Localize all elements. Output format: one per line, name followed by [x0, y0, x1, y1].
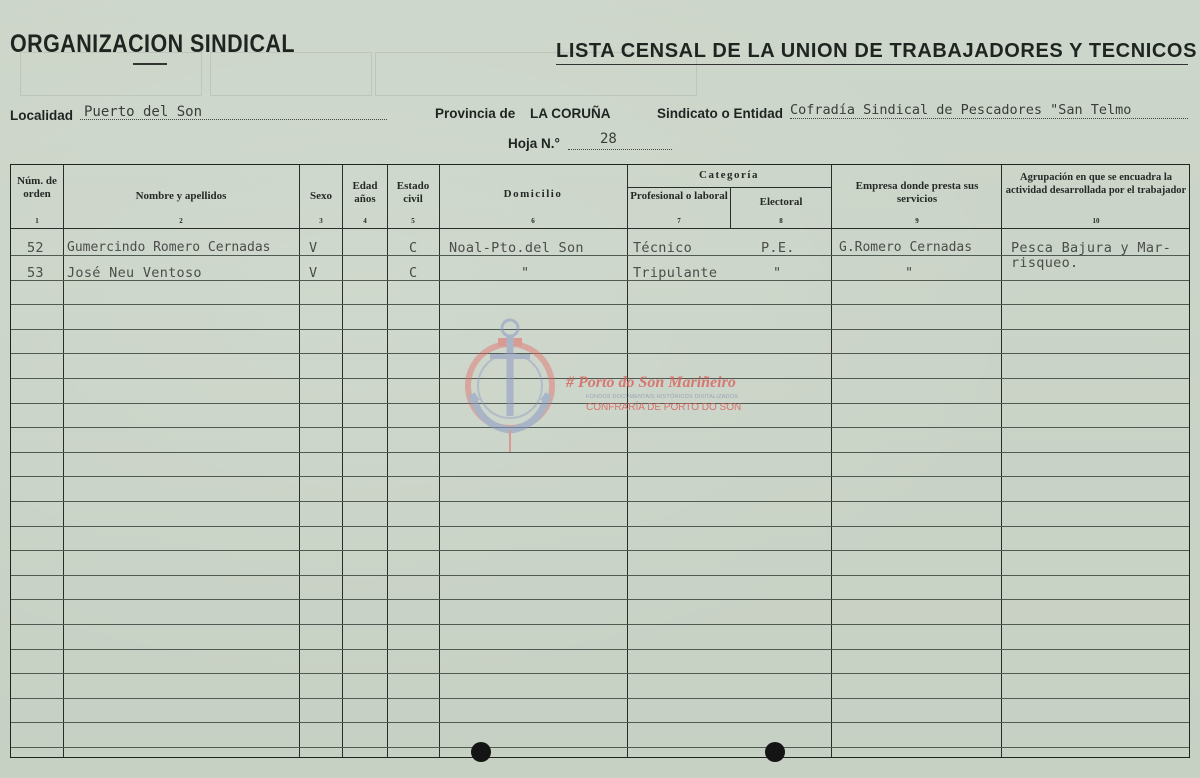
header-estado-number: 5: [411, 217, 415, 225]
row-52-agrupacion: Pesca Bajura y Mar-: [1011, 240, 1172, 256]
hoja-label: Hoja N.°: [508, 136, 560, 151]
header-electoral: Electoral: [759, 196, 803, 208]
row-53-profesional: Tripulante: [633, 265, 718, 281]
sindicato-label: Sindicato o Entidad: [657, 106, 784, 121]
column-divider: [63, 165, 64, 757]
header-agrupacion: Agrupación en que se encuadra la actividad desarrollada por el trabajador: [1005, 172, 1187, 196]
row-53-nombre: José Neu Ventoso: [67, 265, 202, 281]
header-nombre-number: 2: [179, 217, 183, 225]
provincia-label: Provincia de: [435, 106, 516, 121]
row-52-estado: C: [409, 240, 418, 256]
table-rule-line: [11, 649, 1189, 650]
table-rule-line: [11, 353, 1189, 354]
header-profesional: Profesional o laboral: [630, 190, 728, 202]
table-rule-line: [11, 722, 1189, 723]
hoja-value: 28: [600, 131, 617, 147]
watermark-brand: # Porto do Son Mariñeiro: [566, 374, 736, 391]
header-edad: Edad años: [352, 180, 378, 205]
categoria-column-divider: [730, 187, 731, 228]
header-sexo-number: 3: [319, 217, 323, 225]
table-rule-line: [11, 452, 1189, 453]
watermark-subtitle: FONDOS DOCUMENTAIS HISTÓRICOS DIXITALIZADOS: [586, 394, 739, 400]
punch-hole: [765, 742, 785, 762]
table-rule-line: [11, 747, 1189, 748]
table-rule-line: [11, 575, 1189, 576]
localidad-line: [80, 119, 387, 120]
organization-title: ORGANIZACION SINDICAL: [10, 30, 295, 58]
table-rule-line: [11, 673, 1189, 674]
column-divider: [387, 165, 388, 757]
column-divider: [627, 165, 628, 757]
table-rule-line: [11, 427, 1189, 428]
header-categoria: Categoría: [699, 169, 759, 181]
header-num-orden-number: 1: [35, 217, 39, 225]
title-rule: [556, 64, 1188, 65]
table-rule-line: [11, 329, 1189, 330]
header-agrupacion-number: 10: [1092, 217, 1100, 225]
row-53-empresa: ": [905, 265, 914, 281]
sindicato-line: [790, 118, 1188, 119]
column-divider: [299, 165, 300, 757]
column-divider: [1001, 165, 1002, 757]
header-num-orden: Núm. de orden: [17, 175, 57, 200]
header-domicilio: Domicilio: [503, 188, 563, 200]
table-rule-line: [11, 304, 1189, 305]
row-53-num: 53: [27, 265, 44, 281]
row-52-agrupacion-continued: risqueo.: [1011, 255, 1079, 271]
anchor-watermark-icon: [460, 318, 560, 454]
row-52-nombre: Gumercindo Romero Cernadas: [67, 240, 271, 255]
header-domicilio-number: 6: [531, 217, 535, 225]
row-52-empresa: G.Romero Cernadas: [839, 240, 973, 255]
row-52-num: 52: [27, 240, 44, 256]
localidad-value: Puerto del Son: [84, 104, 203, 120]
table-rule-line: [11, 550, 1189, 551]
row-53-electoral: ": [773, 265, 782, 281]
header-profesional-number: 7: [677, 217, 681, 225]
table-rule-line: [11, 599, 1189, 600]
column-divider: [342, 165, 343, 757]
provincia-value: LA CORUÑA: [530, 106, 611, 121]
list-title: LISTA CENSAL DE LA UNION DE TRABAJADORES Y TECNICOS: [556, 40, 1198, 62]
column-divider: [439, 165, 440, 757]
categoria-subdivider: [627, 187, 831, 188]
header-edad-number: 4: [363, 217, 367, 225]
row-52-electoral: P.E.: [761, 240, 795, 256]
table-rule-line: [11, 526, 1189, 527]
localidad-label: Localidad: [10, 108, 74, 123]
header-empresa: Empresa donde presta sus servicios: [855, 180, 979, 205]
row-53-estado: C: [409, 265, 418, 281]
organization-underline: [133, 63, 167, 65]
table-rule-line: [11, 698, 1189, 699]
header-rule: [11, 228, 1189, 229]
census-table: [10, 164, 1190, 758]
row-52-domicilio: Noal-Pto.del Son: [449, 240, 584, 256]
header-estado: Estado civil: [396, 180, 430, 205]
column-divider: [831, 165, 832, 757]
sindicato-value: Cofradía Sindical de Pescadores "San Telmo: [790, 102, 1132, 118]
punch-hole: [471, 742, 491, 762]
table-rule-line: [11, 476, 1189, 477]
row-53-domicilio: ": [521, 265, 530, 281]
header-sexo: Sexo: [310, 190, 332, 202]
table-rule-line: [11, 624, 1189, 625]
row-52-sexo: V: [309, 240, 318, 256]
watermark-entity: CONFRARÍA DE PORTO DO SON: [586, 402, 742, 413]
header-electoral-number: 8: [779, 217, 783, 225]
header-empresa-number: 9: [915, 217, 919, 225]
row-52-profesional: Técnico: [633, 240, 692, 256]
hoja-line: [568, 149, 672, 150]
table-rule-line: [11, 501, 1189, 502]
row-53-sexo: V: [309, 265, 318, 281]
header-nombre: Nombre y apellidos: [135, 190, 227, 202]
